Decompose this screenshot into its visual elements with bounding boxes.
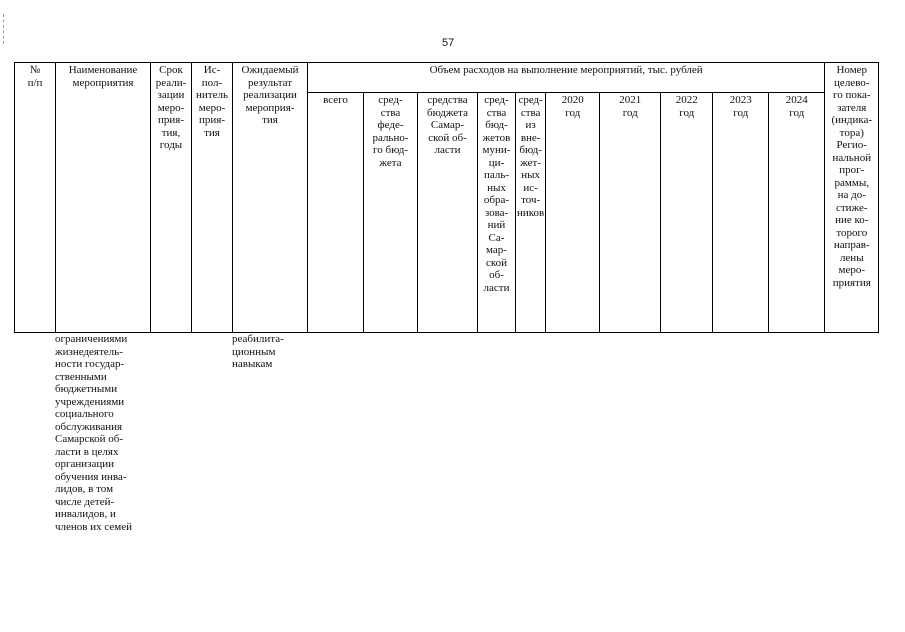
continuation-name-text: ограничениями жизнедеятель- ности государ- ственными бюджетными учреждениями социального обслуживания Самарской об- ласти в целях организации обучения инва- лидов, в том числе детей- инвалидов, и членов их семей	[55, 333, 132, 533]
header-year-2023: 2023 год	[713, 93, 769, 333]
continuation-result-text: реабилита- ционным навыкам	[232, 333, 284, 370]
header-expenses: Объем расходов на выполнение мероприятий, тыс. рублей	[308, 63, 825, 93]
header-year-2022: 2022 год	[661, 93, 713, 333]
scan-mark	[3, 14, 7, 44]
header-indicator: Номер целево- го пока- зателя (индика- тора) Регио- нальной прог- раммы, на до- стиже- ние ко- торого направ- лены меро- приятия	[825, 63, 879, 333]
header-num: № п/п	[15, 63, 56, 333]
page-number: 57	[442, 37, 455, 49]
header-name: Наименование мероприятия	[56, 63, 151, 333]
header-offbudget: сред- ства из вне- бюд- жет- ных ис- точ- ников	[516, 93, 546, 333]
header-year-2020: 2020 год	[546, 93, 600, 333]
expenses-table-header	[14, 62, 879, 333]
header-year-2024: 2024 год	[769, 93, 825, 333]
header-term: Срок реали- зации меро- прия- тия, годы	[151, 63, 192, 333]
header-executor: Ис- пол- нитель меро- прия- тия	[192, 63, 233, 333]
header-regional: средства бюджета Самар- ской об- ласти	[418, 93, 478, 333]
header-result: Ожидаемый результат реализации мероприя- тия	[233, 63, 308, 333]
header-year-2021: 2021 год	[600, 93, 661, 333]
header-federal: сред- ства феде- рально- го бюд- жета	[364, 93, 418, 333]
header-municipal: сред- ства бюд- жетов муни- ци- паль- ных обра- зова- ний Са- мар- ской об- ласти	[478, 93, 516, 333]
header-total: всего	[308, 93, 364, 333]
